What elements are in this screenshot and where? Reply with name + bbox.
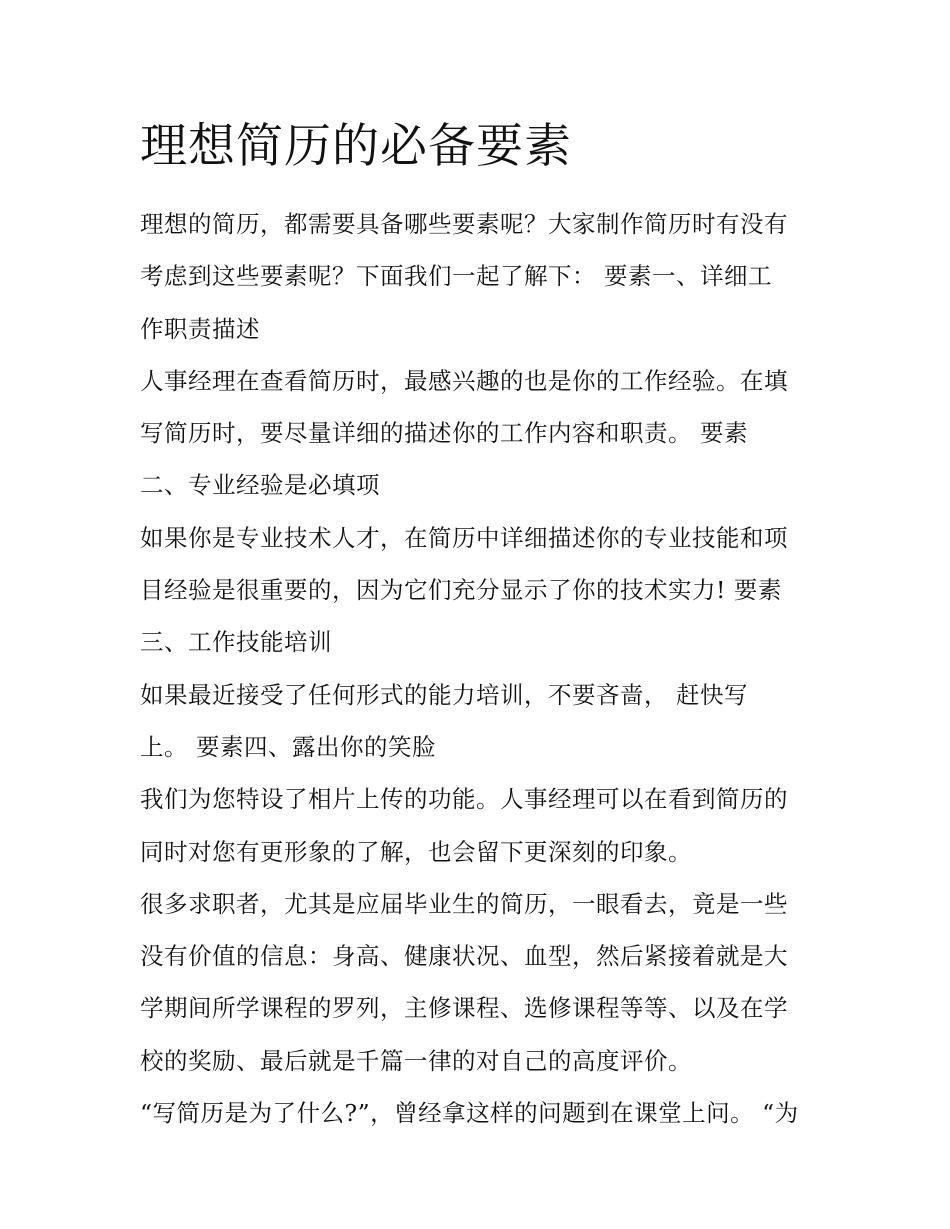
body-line: 如果最近接受了任何形式的能力培训，不要吝啬， 赶快写 [140,680,748,709]
document-title: 理想简历的必备要素 [140,119,572,174]
body-line: 没有价值的信息：身高、健康状况、血型，然后紧接着就是大 [140,942,788,971]
body-line: 人事经理在查看简历时，最感兴趣的也是你的工作经验。在填 [140,366,788,395]
body-line: 理想的简历，都需要具备哪些要素呢？大家制作简历时有没有 [140,210,788,238]
body-line: 上。 要素四、露出你的笑脸 [140,732,436,761]
body-line: 写简历时，要尽量详细的描述你的工作内容和职责。 要素 [140,419,748,448]
body-line: 如果你是专业技术人才，在简历中详细描述你的专业技能和项 [140,523,788,552]
document-content [140,116,840,1139]
body-line: 同时对您有更形象的了解，也会留下更深刻的印象。 [140,837,692,866]
body-line: 三、工作技能培训 [140,628,332,657]
body-line: 考虑到这些要素呢？下面我们一起了解下： 要素一、详细工 [140,262,772,291]
body-line: 目经验是很重要的，因为它们充分显示了你的技术实力! 要素 [140,576,782,605]
body-line: 作职责描述 [140,314,260,343]
body-line: 很多求职者，尤其是应届毕业生的简历，一眼看去，竟是一些 [140,889,788,918]
body-line: “写简历是为了什么?”，曾经拿这样的问题到在课堂上问。 “为 [140,1099,799,1128]
body-line: 学期间所学课程的罗列，主修课程、选修课程等等、以及在学 [140,994,788,1023]
document-body [140,198,840,1139]
body-line: 二、专业经验是必填项 [140,471,380,500]
body-line: 我们为您特设了相片上传的功能。人事经理可以在看到简历的 [140,785,788,814]
body-line: 校的奖励、最后就是千篇一律的对自己的高度评价。 [140,1046,692,1075]
